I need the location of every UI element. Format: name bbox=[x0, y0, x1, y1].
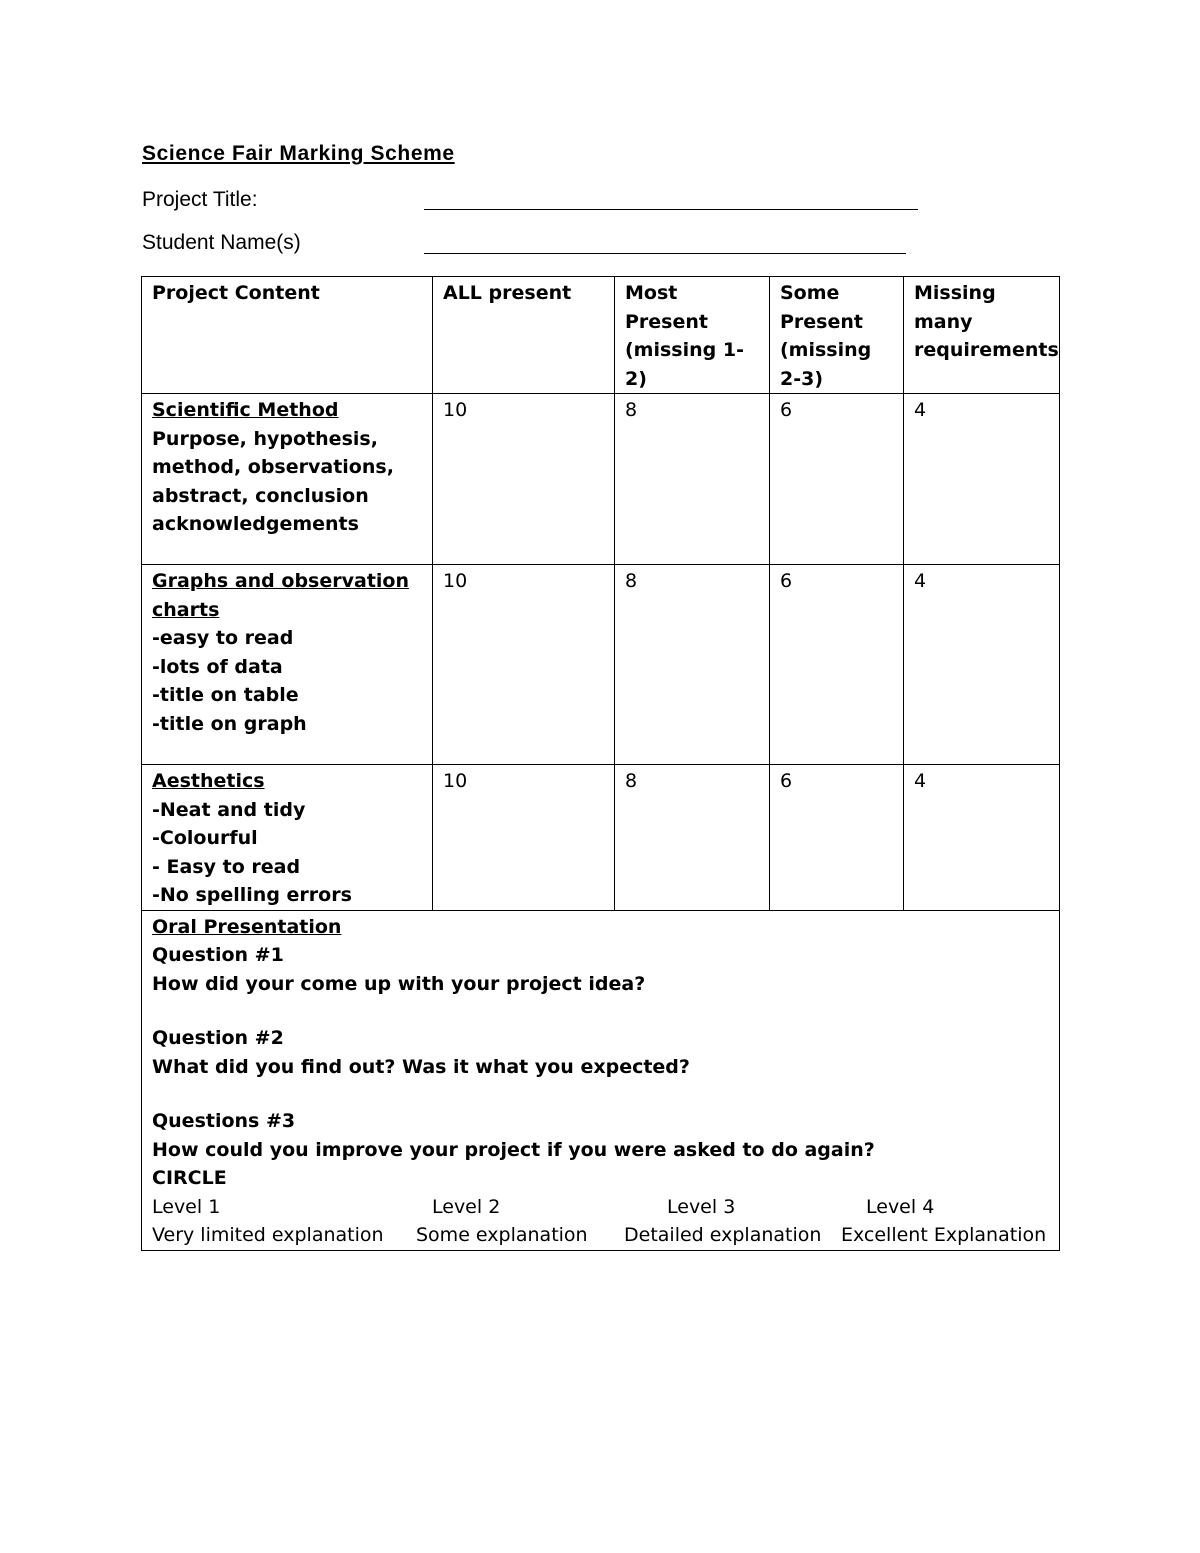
criteria-line: -title on graph bbox=[152, 712, 307, 735]
level-1-label[interactable]: Level 1 bbox=[152, 1195, 221, 1218]
criteria-line: -Colourful bbox=[152, 827, 258, 849]
level-2-label[interactable]: Level 2 bbox=[432, 1195, 501, 1218]
score-cell: 6 bbox=[770, 765, 904, 911]
question-text: What did you find out? Was it what you expected? bbox=[152, 1055, 690, 1078]
criteria-cell bbox=[142, 394, 433, 565]
criteria-line: acknowledgements bbox=[152, 513, 359, 535]
level-3-description: Detailed explanation bbox=[624, 1224, 822, 1246]
criteria-line: - Easy to read bbox=[152, 855, 301, 878]
criteria-heading: charts bbox=[152, 598, 220, 621]
level-descriptions bbox=[152, 1221, 1049, 1250]
score-cell: 4 bbox=[904, 765, 1060, 911]
table-row bbox=[142, 565, 1060, 765]
question-text: How did your come up with your project idea? bbox=[152, 972, 646, 995]
level-3-label[interactable]: Level 3 bbox=[667, 1195, 736, 1218]
level-names bbox=[152, 1193, 1049, 1222]
project-title-line[interactable] bbox=[424, 209, 918, 210]
criteria-heading: Scientific Method bbox=[152, 399, 339, 421]
student-names-line[interactable] bbox=[424, 253, 906, 254]
score-cell: 8 bbox=[615, 565, 770, 765]
criteria-heading: Aesthetics bbox=[152, 770, 265, 792]
criteria-heading: Graphs and observation bbox=[152, 570, 410, 592]
table-row bbox=[142, 765, 1060, 911]
score-cell: 4 bbox=[904, 394, 1060, 565]
table-row bbox=[142, 394, 1060, 565]
header-all-present: ALL present bbox=[433, 277, 615, 394]
criteria-cell bbox=[142, 765, 433, 911]
student-names-label: Student Name(s) bbox=[142, 231, 301, 254]
criteria-line: -easy to read bbox=[152, 627, 294, 649]
document-title: Science Fair Marking Scheme bbox=[142, 142, 455, 165]
criteria-cell bbox=[142, 565, 433, 765]
criteria-line: Purpose, hypothesis, bbox=[152, 427, 378, 450]
oral-presentation-row bbox=[142, 910, 1060, 1250]
header-project-content: Project Content bbox=[142, 277, 433, 394]
criteria-line: -lots of data bbox=[152, 655, 283, 678]
score-cell: 10 bbox=[433, 565, 615, 765]
score-cell: 10 bbox=[433, 394, 615, 565]
criteria-line: -Neat and tidy bbox=[152, 798, 306, 821]
header-most-present: Most Present (missing 1-2) bbox=[615, 277, 770, 394]
criteria-line: -No spelling errors bbox=[152, 884, 352, 906]
level-2-description: Some explanation bbox=[416, 1224, 588, 1246]
criteria-line: abstract, conclusion bbox=[152, 484, 369, 507]
question-label: Questions #3 bbox=[152, 1110, 296, 1132]
score-cell: 8 bbox=[615, 394, 770, 565]
oral-presentation-cell bbox=[142, 910, 1060, 1250]
score-cell: 10 bbox=[433, 765, 615, 911]
question-label: Question #1 bbox=[152, 944, 284, 966]
header-some-present: Some Present (missing 2-3) bbox=[770, 277, 904, 394]
score-cell: 4 bbox=[904, 565, 1060, 765]
score-cell: 8 bbox=[615, 765, 770, 911]
score-cell: 6 bbox=[770, 394, 904, 565]
circle-instruction: CIRCLE bbox=[152, 1167, 227, 1189]
level-1-description: Very limited explanation bbox=[152, 1224, 384, 1246]
header-row bbox=[142, 277, 1060, 394]
level-4-description: Excellent Explanation bbox=[841, 1224, 1047, 1246]
question-label: Question #2 bbox=[152, 1027, 284, 1049]
question-text: How could you improve your project if you were asked to do again? bbox=[152, 1138, 875, 1161]
header-missing-many: Missing many requirements bbox=[904, 277, 1060, 394]
project-title-label: Project Title: bbox=[142, 188, 258, 211]
marking-table bbox=[141, 276, 1060, 1251]
criteria-line: method, observations, bbox=[152, 456, 394, 478]
level-4-label[interactable]: Level 4 bbox=[866, 1195, 935, 1218]
score-cell: 6 bbox=[770, 565, 904, 765]
criteria-line: -title on table bbox=[152, 684, 299, 706]
oral-heading: Oral Presentation bbox=[152, 915, 342, 938]
